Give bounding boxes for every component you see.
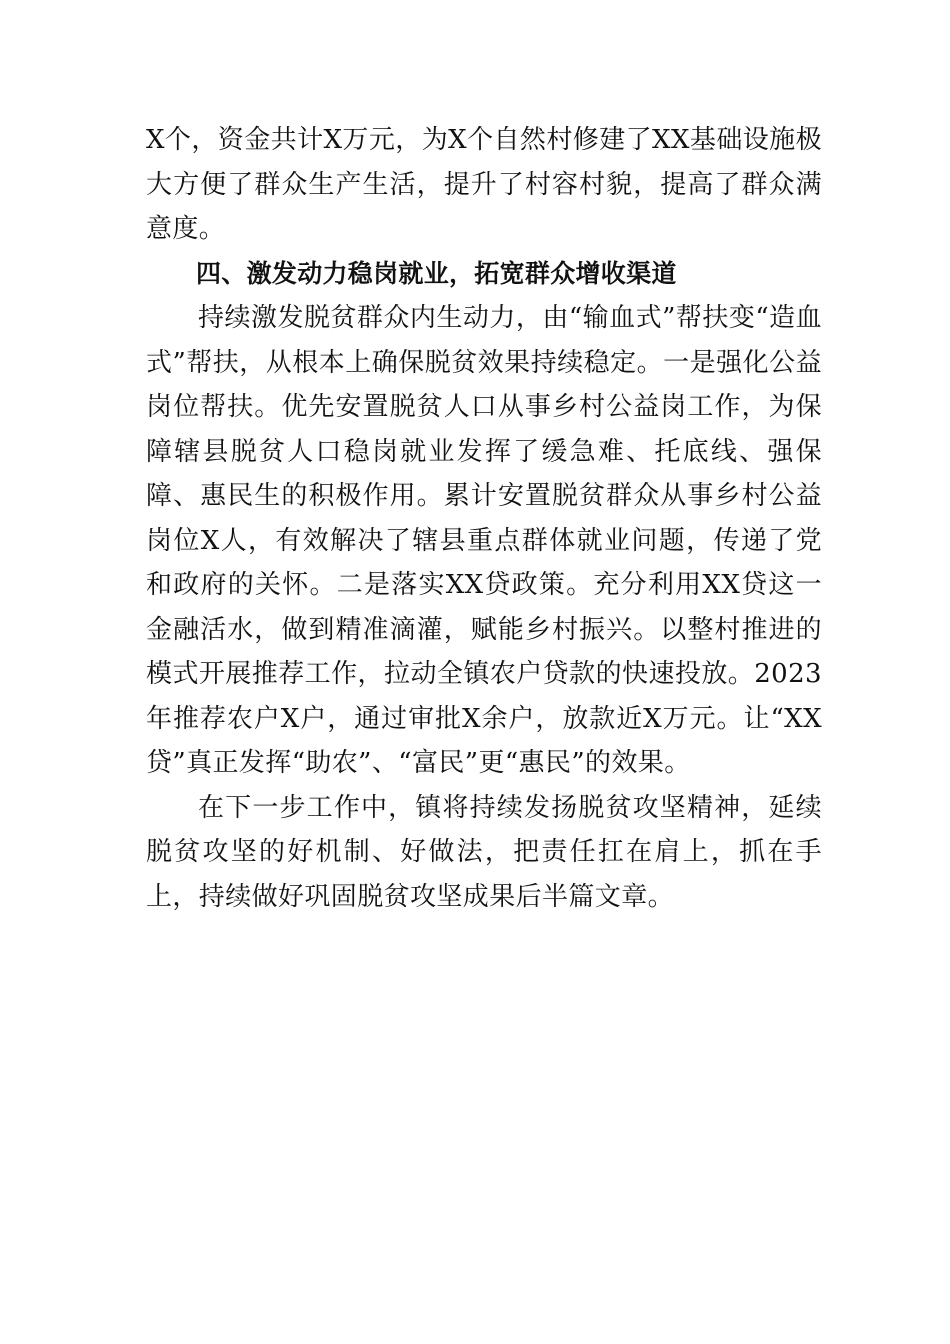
closing-paragraph: 在下一步工作中，镇将持续发扬脱贫攻坚精神，延续脱贫攻坚的好机制、好做法，把责任扛在肩上，抓在手上，持续做好巩固脱贫攻坚成果后半篇文章。 bbox=[146, 792, 822, 912]
continuation-paragraph: X个，资金共计X万元，为X个自然村修建了XX基础设施极大方便了群众生产生活，提升了村容村貌，提高了群众满意度。 bbox=[146, 125, 822, 244]
document-body bbox=[146, 118, 822, 919]
section-heading: 四、激发动力稳岗就业，拓宽群众增收渠道 bbox=[196, 258, 677, 288]
section-paragraph: 持续激发脱贫群众内生动力，由“输血式”帮扶变“造血式”帮扶，从根本上确保脱贫效果持续稳定。一是强化公益岗位帮扶。优先安置脱贫人口从事乡村公益岗工作，为保障辖县脱贫人口稳岗就业发挥了缓急难、托底线、强保障、惠民生的积极作用。累计安置脱贫群众从事乡村公益岗位X人，有效解决了辖县重点群体就业问题，传递了党和政府的关怀。二是落实XX贷政策。充分利用XX贷这一金融活水，做到精准滴灌，赋能乡村振兴。以整村推进的模式开展推荐工作，拉动全镇农户贷款的快速投放。2023年推荐农户X户，通过审批X余户，放款近X万元。让“XX贷”真正发挥“助农”、“富民”更“惠民”的效果。 bbox=[146, 303, 822, 778]
